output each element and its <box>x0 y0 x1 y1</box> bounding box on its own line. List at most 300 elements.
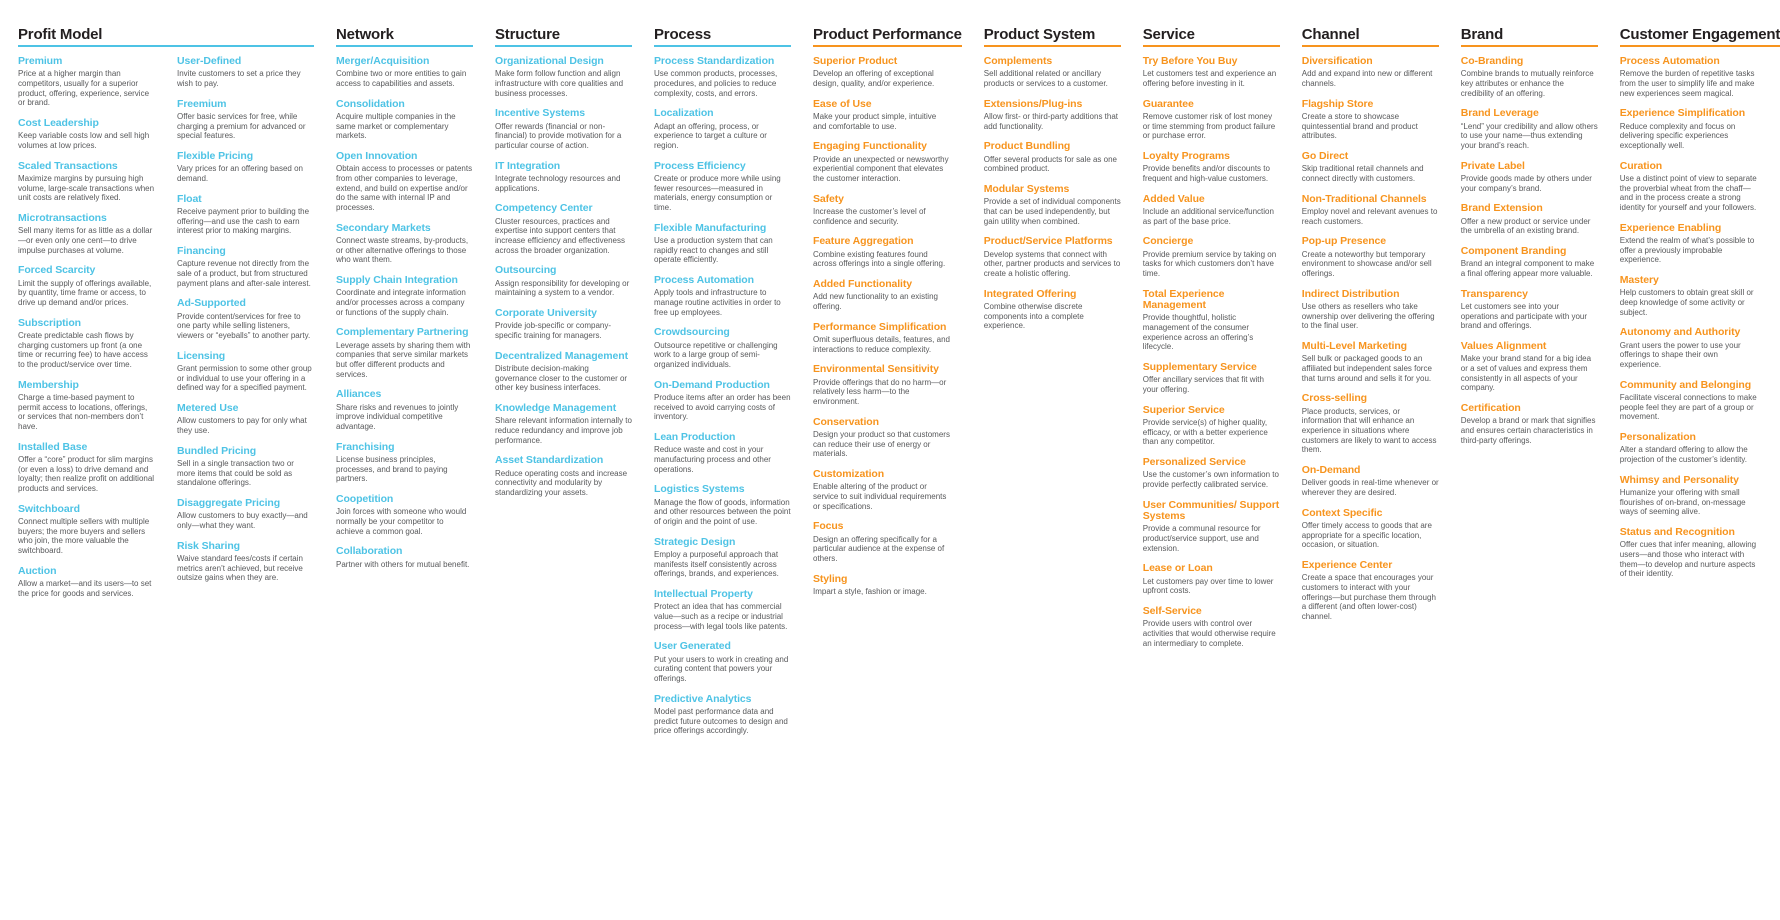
tactic-diversification <box>1302 56 1439 89</box>
tactic-description: Allow customers to pay for only what they use. <box>177 416 307 436</box>
section-underline <box>336 45 473 47</box>
tactic-title: Outsourcing <box>495 264 557 277</box>
section-columns <box>1143 56 1280 658</box>
section-columns <box>495 56 632 508</box>
tactic-title: Added Functionality <box>813 278 913 291</box>
tactic-title: Lease or Loan <box>1142 562 1213 575</box>
section-title: Brand <box>1460 26 1504 43</box>
tactic-description: Distribute decision-making governance closer to the customer or other key business interfaces. <box>495 364 628 393</box>
tactic-title: Forced Scarcity <box>18 264 96 277</box>
section-columns <box>1620 56 1780 589</box>
tactic-mastery <box>1620 275 1757 317</box>
column <box>495 56 632 508</box>
tactic-description: Sell bulk or packaged goods to an affiliated but independent sales force that turns around and sells it for you. <box>1301 354 1432 383</box>
tactic-description: Add new functionality to an existing offering. <box>813 292 938 312</box>
tactic-description: Create or produce more while using fewer resources—measured in materials, energy consumption or time. <box>654 174 781 213</box>
tactic-description: Waive standard fees/costs if certain metrics aren’t achieved, but receive outsize gains when they are. <box>177 554 303 583</box>
tactic-title: Indirect Distribution <box>1301 287 1400 300</box>
section-underline <box>984 45 1121 47</box>
tactic-description: Connect waste streams, by-products, or other alternative offerings to those who want them. <box>336 236 469 265</box>
tactic-description: Offer several products for sale as one combined product. <box>983 154 1118 174</box>
column <box>177 56 314 608</box>
tactic-description: Provide a set of individual components that can be used independently, but gain utility when combined. <box>983 197 1121 226</box>
section-process <box>654 6 791 746</box>
tactic-title: Collaboration <box>336 545 403 558</box>
tactic-title: Conservation <box>813 415 879 428</box>
tactic-superior-product <box>813 56 950 89</box>
tactic-description: Grant users the power to use your offerings to shape their own experience. <box>1619 340 1741 370</box>
tactic-description: Join forces with someone who would normally be your competitor to achieve a common goal. <box>336 507 467 536</box>
tactic-multi-level-marketing <box>1302 341 1439 383</box>
section-title: Product Performance <box>813 26 962 43</box>
tactic-description: Provide an unexpected or newsworthy experiential component that elevates the customer interaction. <box>813 154 949 184</box>
tactic-component-branding <box>1461 246 1598 279</box>
tactic-title: Disaggregate Pricing <box>177 497 281 510</box>
tactic-title: Localization <box>654 107 714 120</box>
tactic-title: Predictive Analytics <box>654 692 752 705</box>
tactic-intellectual-property <box>654 589 791 631</box>
tactic-description: Use common products, processes, procedures, and policies to reduce complexity, costs, and errors. <box>654 69 778 98</box>
tactic-title: Premium <box>18 55 63 67</box>
tactic-description: Offer basic services for free, while charging a premium for advanced or special features. <box>177 112 306 141</box>
tactic-description: Sell many items for as little as a dollar—or even only one cent—to drive impulse purchases at volume. <box>18 226 153 255</box>
tactic-coopetition <box>336 494 473 536</box>
tactic-title: Experience Enabling <box>1619 221 1722 234</box>
tactic-installed-base <box>18 442 155 494</box>
tactic-knowledge-management <box>495 403 632 445</box>
tactic-description: Skip traditional retail channels and connect directly with customers. <box>1301 164 1424 184</box>
tactic-transparency <box>1461 289 1598 331</box>
tactic-strategic-design <box>654 537 791 579</box>
tactic-title: Subscription <box>18 316 81 329</box>
tactic-process-efficiency <box>654 161 791 213</box>
tactic-title: Autonomy and Authority <box>1619 326 1741 339</box>
tactic-description: Model past performance data and predict future outcomes to design and price offerings accordingly. <box>654 707 788 736</box>
tactic-title: Alliances <box>336 388 382 401</box>
tactic-complementary-partnering <box>336 327 473 379</box>
tactic-title: Values Alignment <box>1460 340 1547 353</box>
section-title: Process <box>654 26 711 43</box>
tactic-description: Capture revenue not directly from the sale of a product, but from structured payment plans and after-sale interest. <box>177 259 311 288</box>
tactic-title: Coopetition <box>336 493 394 506</box>
tactic-description: Omit superfluous details, features, and interactions to reduce complexity. <box>813 335 950 354</box>
tactic-conservation <box>813 417 950 459</box>
section-title: Product System <box>983 26 1096 43</box>
tactic-pop-up-presence <box>1302 236 1439 278</box>
tactic-asset-standardization <box>495 455 632 497</box>
tactic-description: Create a noteworthy but temporary environment to showcase and/or sell offerings. <box>1301 249 1432 279</box>
tactic-description: Maximize margins by pursuing high volume, large-scale transactions when unit costs are relatively fixed. <box>18 174 155 203</box>
tactic-try-before-you-buy <box>1143 56 1280 89</box>
tactic-title: Cost Leadership <box>18 117 99 130</box>
tactic-private-label <box>1461 161 1598 194</box>
tactic-premium <box>18 56 155 108</box>
tactic-description: Provide thoughtful, holistic management of the consumer experience across an offering’s lifecycle. <box>1142 313 1254 352</box>
tactic-description: Protect an idea that has commercial value—such as a recipe or industrial process—with legal tools like patents. <box>654 602 788 631</box>
tactic-superior-service <box>1143 405 1280 447</box>
tactic-description: Employ a purposeful approach that manifests itself consistently across offerings, brands, and experiences. <box>654 550 779 579</box>
tactic-corporate-university <box>495 308 632 341</box>
tactic-title: Pop-up Presence <box>1301 235 1387 248</box>
tactic-title: Knowledge Management <box>495 402 617 415</box>
section-columns <box>984 56 1121 341</box>
tactic-float <box>177 194 314 236</box>
tactic-subscription <box>18 318 155 370</box>
section-structure <box>495 6 632 746</box>
tactic-title: Customization <box>813 468 885 481</box>
tactic-cross-selling <box>1302 393 1439 455</box>
column <box>654 56 791 746</box>
tactic-bundled-pricing <box>177 446 314 488</box>
tactic-title: Franchising <box>336 440 395 453</box>
tactic-status-and-recognition <box>1620 527 1757 579</box>
tactic-experience-center <box>1302 560 1439 622</box>
tactic-title: Switchboard <box>18 502 80 515</box>
tactic-licensing <box>177 351 314 393</box>
tactic-title: Non-Traditional Channels <box>1301 192 1427 205</box>
tactic-title: Complementary Partnering <box>336 326 469 339</box>
tactic-description: Help customers to obtain great skill or deep knowledge of some activity or subject. <box>1619 288 1754 317</box>
tactic-values-alignment <box>1461 341 1598 393</box>
section-columns <box>1461 56 1598 455</box>
tactic-decentralized-management <box>495 351 632 393</box>
tactic-supplementary-service <box>1143 362 1280 395</box>
tactic-title: Metered Use <box>177 402 239 415</box>
tactic-title: Asset Standardization <box>495 454 604 467</box>
tactic-title: Total Experience Management <box>1142 287 1225 312</box>
tactic-ad-supported <box>177 298 314 340</box>
tactic-title: Mastery <box>1619 274 1659 287</box>
section-title: Structure <box>495 26 560 43</box>
tactic-description: Charge a time-based payment to permit access to locations, offerings, or services that non-members don’t have. <box>18 393 148 432</box>
tactic-title: User Generated <box>654 640 731 653</box>
tactic-title: Guarantee <box>1142 97 1194 110</box>
tactic-styling <box>813 574 950 597</box>
tactic-title: Extensions/Plug-ins <box>983 97 1083 110</box>
tactic-community-and-belonging <box>1620 380 1757 422</box>
tactic-process-automation <box>1620 56 1757 98</box>
column <box>813 56 950 607</box>
tactic-description: Let customers test and experience an offering before investing in it. <box>1142 69 1277 88</box>
tactic-switchboard <box>18 504 155 556</box>
tactic-description: Include an additional service/function as part of the base price. <box>1142 207 1274 226</box>
tactic-organizational-design <box>495 56 632 98</box>
tactic-complements <box>984 56 1121 89</box>
tactic-description: Brand an integral component to make a final offering appear more valuable. <box>1460 259 1595 279</box>
section-columns <box>654 56 791 746</box>
tactic-description: Impart a style, fashion or image. <box>813 587 927 597</box>
section-channel <box>1302 6 1439 746</box>
tactic-personalized-service <box>1143 457 1280 490</box>
tactic-context-specific <box>1302 508 1439 550</box>
tactic-title: Integrated Offering <box>983 287 1077 300</box>
tactic-co-branding <box>1461 56 1598 98</box>
section-network <box>336 6 473 746</box>
tactic-crowdsourcing <box>654 327 791 369</box>
tactic-description: Sell in a single transaction two or more items that could be sold as standalone offerings. <box>177 459 294 488</box>
tactic-extensions-plug-ins <box>984 99 1121 132</box>
tactic-title: Process Standardization <box>654 55 775 67</box>
tactic-title: Personalization <box>1619 431 1696 444</box>
tactic-title: Corporate University <box>495 307 597 320</box>
section-underline <box>1620 45 1780 47</box>
tactic-description: Share relevant information internally to reduce redundancy and improve job performance. <box>495 416 632 445</box>
tactic-title: Concierge <box>1142 235 1194 248</box>
tactic-product-service-platforms <box>984 236 1121 278</box>
tactic-title: Intellectual Property <box>654 588 753 601</box>
tactic-title: Personalized Service <box>1142 456 1246 469</box>
tactic-description: Humanize your offering with small flourishes of on-brand, on-message ways of seeming alive. <box>1619 488 1746 517</box>
tactic-description: Outsource repetitive or challenging work to a large group of semi-organized individuals. <box>654 340 778 370</box>
tactic-focus <box>813 521 950 563</box>
tactic-process-standardization <box>654 56 791 98</box>
tactic-non-traditional-channels <box>1302 194 1439 227</box>
tactic-title: Loyalty Programs <box>1142 150 1230 163</box>
section-columns <box>1302 56 1439 632</box>
tactic-description: Cluster resources, practices and expertise into support centers that increase efficiency and effectiveness across the broader organization. <box>495 216 626 255</box>
tactic-lean-production <box>654 432 791 474</box>
tactic-description: Offer timely access to goods that are appropriate for a specific location, occasion, or situation. <box>1301 521 1432 550</box>
tactic-freemium <box>177 99 314 141</box>
tactic-title: Diversification <box>1301 55 1373 67</box>
tactic-forced-scarcity <box>18 265 155 307</box>
tactic-description: Reduce waste and cost in your manufacturing process and other operations. <box>654 445 771 474</box>
section-product-system <box>984 6 1121 746</box>
tactic-lease-or-loan <box>1143 563 1280 596</box>
tactic-title: Brand Extension <box>1460 202 1543 215</box>
tactic-description: Facilitate visceral connections to make people feel they are part of a group or movement. <box>1619 393 1757 422</box>
tactic-description: Reduce complexity and focus on delivering specific experiences exceptionally well. <box>1619 121 1736 151</box>
tactic-description: Invite customers to set a price they wish to pay. <box>177 69 301 88</box>
tactic-localization <box>654 108 791 150</box>
column <box>1461 56 1598 455</box>
tactic-description: Increase the customer’s level of confidence and security. <box>813 207 926 226</box>
tactic-user-generated <box>654 641 791 683</box>
tactic-incentive-systems <box>495 108 632 150</box>
tactic-title: Experience Simplification <box>1619 107 1746 120</box>
column <box>1143 56 1280 658</box>
section-underline <box>813 45 962 47</box>
tactic-title: Curation <box>1619 159 1663 172</box>
tactic-flexible-pricing <box>177 151 314 184</box>
tactic-description: Remove the burden of repetitive tasks from the user to simplify life and make new experiences seem magical. <box>1619 69 1755 98</box>
tactic-description: Integrate technology resources and applications. <box>495 174 621 193</box>
tactic-alliances <box>336 389 473 431</box>
tactic-description: Develop systems that connect with other, partner products and services to create a holistic offering. <box>983 249 1121 279</box>
tactic-title: Focus <box>813 520 844 533</box>
tactic-description: Apply tools and infrastructure to manage routine activities in order to free up employees. <box>654 288 781 317</box>
tactic-title: Process Automation <box>654 274 754 287</box>
tactic-concierge <box>1143 236 1280 278</box>
tactic-description: Provide content/services for free to one party while selling listeners, viewers or “eyeballs” to another party. <box>177 311 311 341</box>
tactic-description: Alter a standard offering to allow the projection of the customer’s identity. <box>1619 445 1748 465</box>
tactic-environmental-sensitivity <box>813 364 950 406</box>
section-underline <box>18 45 314 47</box>
tactic-description: Share risks and revenues to jointly improve individual competitive advantage. <box>336 402 459 432</box>
tactic-description: Connect multiple sellers with multiple buyers; the more buyers and sellers who join, the more valuable the switchboard. <box>18 517 150 556</box>
section-product-performance <box>813 6 962 746</box>
section-title: Service <box>1142 26 1195 43</box>
tactic-title: Added Value <box>1142 192 1205 205</box>
tactic-description: Add and expand into new or different channels. <box>1301 69 1433 88</box>
tactic-description: Design an offering specifically for a particular audience at the expense of others. <box>813 534 945 564</box>
tactic-certification <box>1461 403 1598 445</box>
tactic-title: Co-Branding <box>1460 55 1524 67</box>
tactic-on-demand-production <box>654 380 791 422</box>
tactic-description: Receive payment prior to building the offering—and use the cash to earn interest prior to making margins. <box>177 207 310 236</box>
tactic-flexible-manufacturing <box>654 223 791 265</box>
tactic-title: Private Label <box>1460 159 1525 172</box>
tactic-description: Use a distinct point of view to separate the proverbial wheat from the chaff—and in the process create a strong identity for yourself and your followers. <box>1619 174 1757 213</box>
tactic-description: Offer rewards (financial or non-financial) to provide motivation for a particular course of action. <box>495 121 622 151</box>
tactic-title: IT Integration <box>495 159 561 172</box>
tactic-performance-simplification <box>813 322 950 355</box>
tactic-description: Offer a “core” product for slim margins (or even a loss) to drive demand and loyalty; then realize profit on additional products and services. <box>18 455 155 494</box>
tactic-description: Vary prices for an offering based on demand. <box>177 164 303 184</box>
tactic-user-communities-support-systems <box>1143 500 1280 554</box>
tactic-description: License business principles, processes, and brand to paying partners. <box>336 455 448 484</box>
tactic-description: Develop an offering of exceptional design, quality, and/or experience. <box>813 69 935 88</box>
tactic-title: Installed Base <box>18 440 88 453</box>
tactic-title: Go Direct <box>1301 150 1349 163</box>
tactic-feature-aggregation <box>813 236 950 269</box>
tactic-on-demand <box>1302 465 1439 498</box>
tactic-description: Limit the supply of offerings available, by quantity, time frame or access, to drive up demand and/or prices. <box>18 278 152 308</box>
column <box>18 56 155 608</box>
tactic-title: Feature Aggregation <box>813 235 914 248</box>
tactic-description: Acquire multiple companies in the same market or complementary markets. <box>336 112 456 141</box>
tactic-secondary-markets <box>336 223 473 265</box>
column <box>336 56 473 579</box>
tactic-title: Process Automation <box>1619 55 1720 67</box>
tactic-ease-of-use <box>813 99 950 132</box>
tactic-brand-extension <box>1461 203 1598 236</box>
tactic-description: Manage the flow of goods, information and other resources between the point of origin and the point of use. <box>654 497 791 527</box>
tactic-description: Provide service(s) of higher quality, efficacy, or with a better experience than any competitor. <box>1142 418 1268 447</box>
tactic-guarantee <box>1143 99 1280 141</box>
tactic-it-integration <box>495 161 632 194</box>
tactic-title: Competency Center <box>495 202 593 215</box>
tactic-title: Try Before You Buy <box>1142 55 1238 67</box>
tactic-title: Supplementary Service <box>1142 361 1257 374</box>
tactic-description: Design your product so that customers can reduce their use of energy or materials. <box>813 430 950 459</box>
section-columns <box>18 56 314 608</box>
tactic-integrated-offering <box>984 289 1121 331</box>
tactic-description: “Lend” your credibility and allow others to use your name—thus extending your brand’s reach. <box>1460 121 1598 151</box>
column <box>984 56 1121 341</box>
section-title: Network <box>336 26 394 43</box>
tactic-title: Freemium <box>177 97 227 110</box>
tactic-title: Product/Service Platforms <box>983 235 1113 248</box>
tactic-description: Use the customer’s own information to provide perfectly calibrated service. <box>1142 470 1279 490</box>
tactic-autonomy-and-authority <box>1620 327 1757 369</box>
tactic-description: Combine existing features found across offerings into a single offering. <box>813 249 946 269</box>
tactic-title: Flexible Manufacturing <box>654 221 767 234</box>
tactic-title: Incentive Systems <box>495 107 585 120</box>
tactic-description: Produce items after an order has been received to avoid carrying costs of inventory. <box>654 393 791 422</box>
tactic-description: Make form follow function and align infrastructure with core qualities and business processes. <box>495 69 624 98</box>
tactic-title: Experience Center <box>1301 559 1393 572</box>
tactic-cost-leadership <box>18 118 155 151</box>
tactic-title: Component Branding <box>1460 245 1567 258</box>
tactic-total-experience-management <box>1143 289 1280 352</box>
section-columns <box>336 56 473 579</box>
tactic-membership <box>18 380 155 432</box>
tactic-title: Membership <box>18 378 79 391</box>
tactic-description: Offer ancillary services that fit with your offering. <box>1142 375 1264 395</box>
tactic-title: Organizational Design <box>495 55 604 67</box>
tactic-user-defined <box>177 56 314 89</box>
tactic-title: Secondary Markets <box>336 221 431 234</box>
tactic-description: Put your users to work in creating and curating content that powers your offerings. <box>654 654 789 684</box>
tactic-title: User Communities/ Support Systems <box>1142 498 1280 523</box>
tactic-title: Status and Recognition <box>1619 526 1735 539</box>
tactic-description: Let customers pay over time to lower upfront costs. <box>1142 576 1274 596</box>
tactic-added-value <box>1143 194 1280 227</box>
tactic-title: Decentralized Management <box>495 349 628 362</box>
tactic-title: Performance Simplification <box>813 320 947 333</box>
tactic-title: Brand Leverage <box>1460 107 1539 120</box>
tactic-auction <box>18 566 155 599</box>
tactic-microtransactions <box>18 213 155 255</box>
tactic-title: Safety <box>813 192 844 205</box>
tactic-description: Price at a higher margin than competitors, usually for a superior product, offering, experience, service or brand. <box>18 69 150 108</box>
tactic-title: Certification <box>1460 402 1521 415</box>
tactic-experience-simplification <box>1620 108 1757 150</box>
tactic-title: Crowdsourcing <box>654 326 730 339</box>
tactic-title: Bundled Pricing <box>177 444 257 457</box>
tactic-description: Provide a communal resource for product/service support, use and extension. <box>1142 524 1261 553</box>
tactic-safety <box>813 194 950 227</box>
tactic-description: Provide premium service by taking on tasks for which customers don’t have time. <box>1142 249 1277 279</box>
tactic-title: Transparency <box>1460 287 1528 300</box>
tactic-description: Create a store to showcase quintessential brand and product attributes. <box>1301 112 1418 141</box>
tactic-description: Provide goods made by others under your company’s brand. <box>1460 174 1592 193</box>
tactic-description: Place products, services, or information that will enhance an experience in situations where customers are likely to want to access them. <box>1301 406 1437 455</box>
tactic-description: Obtain access to processes or patents from other companies to leverage, extend, and build on expertise and/or do the same with internal IP and processes. <box>336 164 473 213</box>
tactic-title: Modular Systems <box>983 183 1070 196</box>
tactic-description: Make your product simple, intuitive and comfortable to use. <box>813 112 937 131</box>
tactic-description: Combine brands to mutually reinforce key attributes or enhance the credibility of an offering. <box>1460 69 1594 98</box>
tactic-title: Merger/Acquisition <box>336 55 430 67</box>
tactic-go-direct <box>1302 151 1439 184</box>
tactic-description: Provide job-specific or company-specific training for managers. <box>495 321 612 341</box>
tactic-title: On-Demand Production <box>654 378 770 391</box>
section-service <box>1143 6 1280 746</box>
tactic-description: Use a production system that can rapidly react to changes and still operate efficiently. <box>654 236 773 265</box>
tactic-indirect-distribution <box>1302 289 1439 331</box>
section-profit-model <box>18 6 314 746</box>
tactic-title: Flexible Pricing <box>177 150 254 163</box>
tactic-title: On-Demand <box>1301 464 1361 477</box>
tactic-title: Licensing <box>177 349 226 362</box>
tactic-competency-center <box>495 203 632 255</box>
tactic-process-automation <box>654 275 791 317</box>
section-underline <box>654 45 791 47</box>
tactic-predictive-analytics <box>654 694 791 736</box>
tactic-financing <box>177 246 314 288</box>
tactic-title: Strategic Design <box>654 535 736 548</box>
tactic-title: User-Defined <box>177 55 242 67</box>
section-underline <box>1143 45 1280 47</box>
section-underline <box>1302 45 1439 47</box>
tactic-title: Flagship Store <box>1301 97 1374 110</box>
section-title: Profit Model <box>18 26 103 43</box>
tactic-added-functionality <box>813 279 950 312</box>
tactic-description: Partner with others for mutual benefit. <box>336 559 470 569</box>
tactic-outsourcing <box>495 265 632 298</box>
tactic-title: Cross-selling <box>1301 392 1367 405</box>
